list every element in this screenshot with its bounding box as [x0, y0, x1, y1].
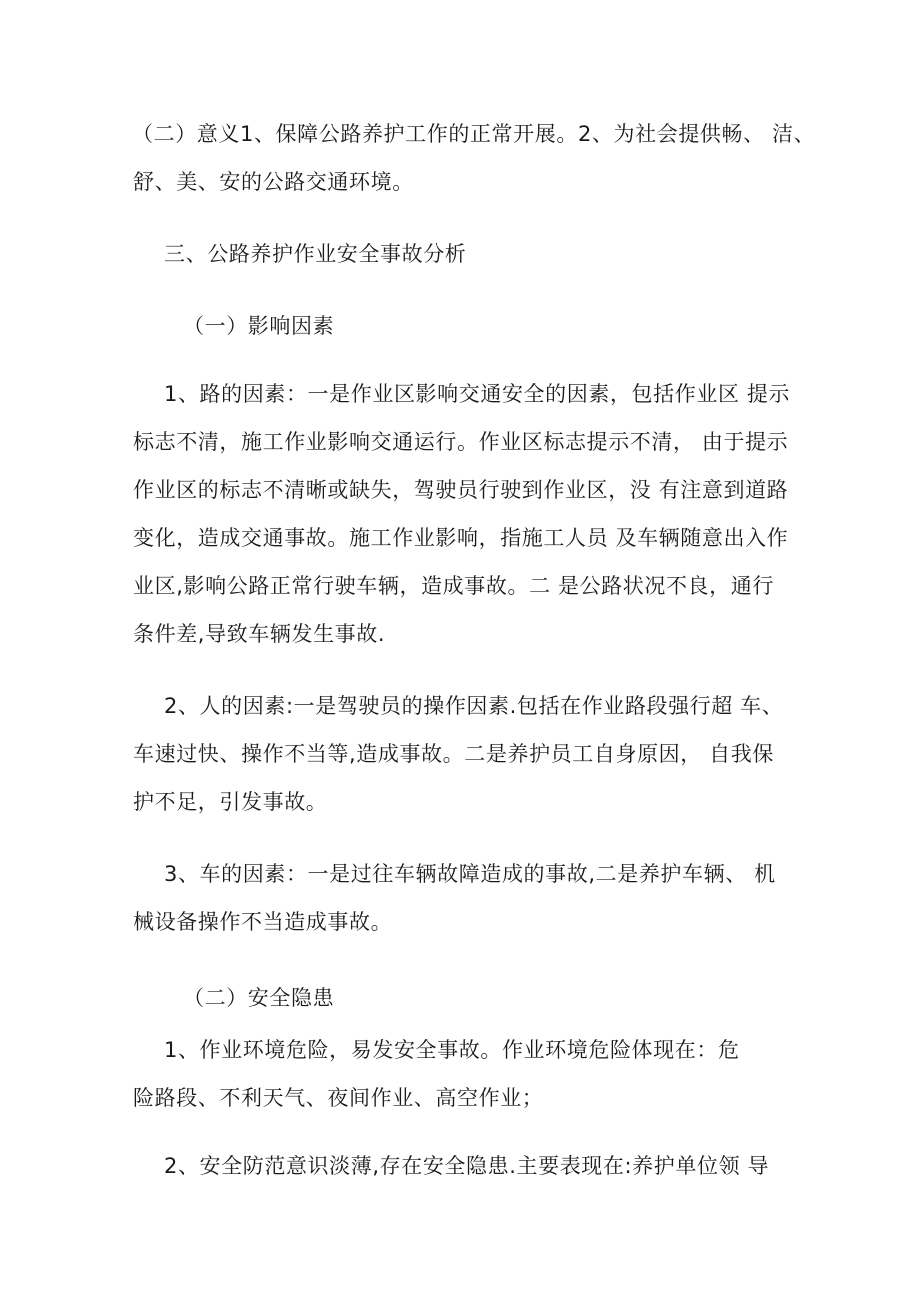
text-line-9: 业区,影响公路正常行驶车辆，造成事故。二 是公路状况不良，通行 [133, 574, 774, 598]
text-line-6: 标志不清，施工作业影响交通运行。作业区标志提示不清， 由于提示 [133, 430, 789, 454]
text-line-14: 3、车的因素：一是过往车辆故障造成的事故,二是养护车辆、 机 [164, 862, 776, 886]
text-line-8: 变化，造成交通事故。施工作业影响，指施工人员 及车辆随意出入作 [133, 526, 789, 550]
text-line-18: 险路段、不利天气、夜间作业、高空作业； [133, 1086, 544, 1110]
section-heading: 三、公路养护作业安全事故分析 [164, 242, 467, 266]
text-line-10: 条件差,导致车辆发生事故. [133, 622, 386, 646]
text-line-13: 护不足，引发事故。 [133, 790, 328, 814]
text-line-11: 2、人的因素:一是驾驶员的操作因素.包括在作业路段强行超 车、 [164, 694, 784, 718]
text-line-1: （二）意义1、保障公路养护工作的正常开展。2、为社会提供畅、 洁、 [132, 122, 816, 146]
text-line-17: 1、作业环境危险，易发安全事故。作业环境危险体现在：危 [164, 1038, 740, 1062]
text-line-7: 作业区的标志不清晰或缺失，驾驶员行驶到作业区，没 有注意到道路 [133, 478, 789, 502]
text-line-5: 1、路的因素：一是作业区影响交通安全的因素，包括作业区 提示 [164, 382, 791, 406]
text-line-15: 械设备操作不当造成事故。 [133, 910, 393, 934]
subsection-heading: （一）影响因素 [183, 314, 335, 338]
text-line-2: 舒、美、安的公路交通环境。 [133, 170, 414, 194]
subsection-heading-2: （二）安全隐患 [183, 986, 335, 1010]
text-line-12: 车速过快、操作不当等,造成事故。二是养护员工自身原因， 自我保 [133, 742, 774, 766]
text-line-19: 2、安全防范意识淡薄,存在安全隐患.主要表现在:养护单位领 导 [164, 1154, 770, 1178]
